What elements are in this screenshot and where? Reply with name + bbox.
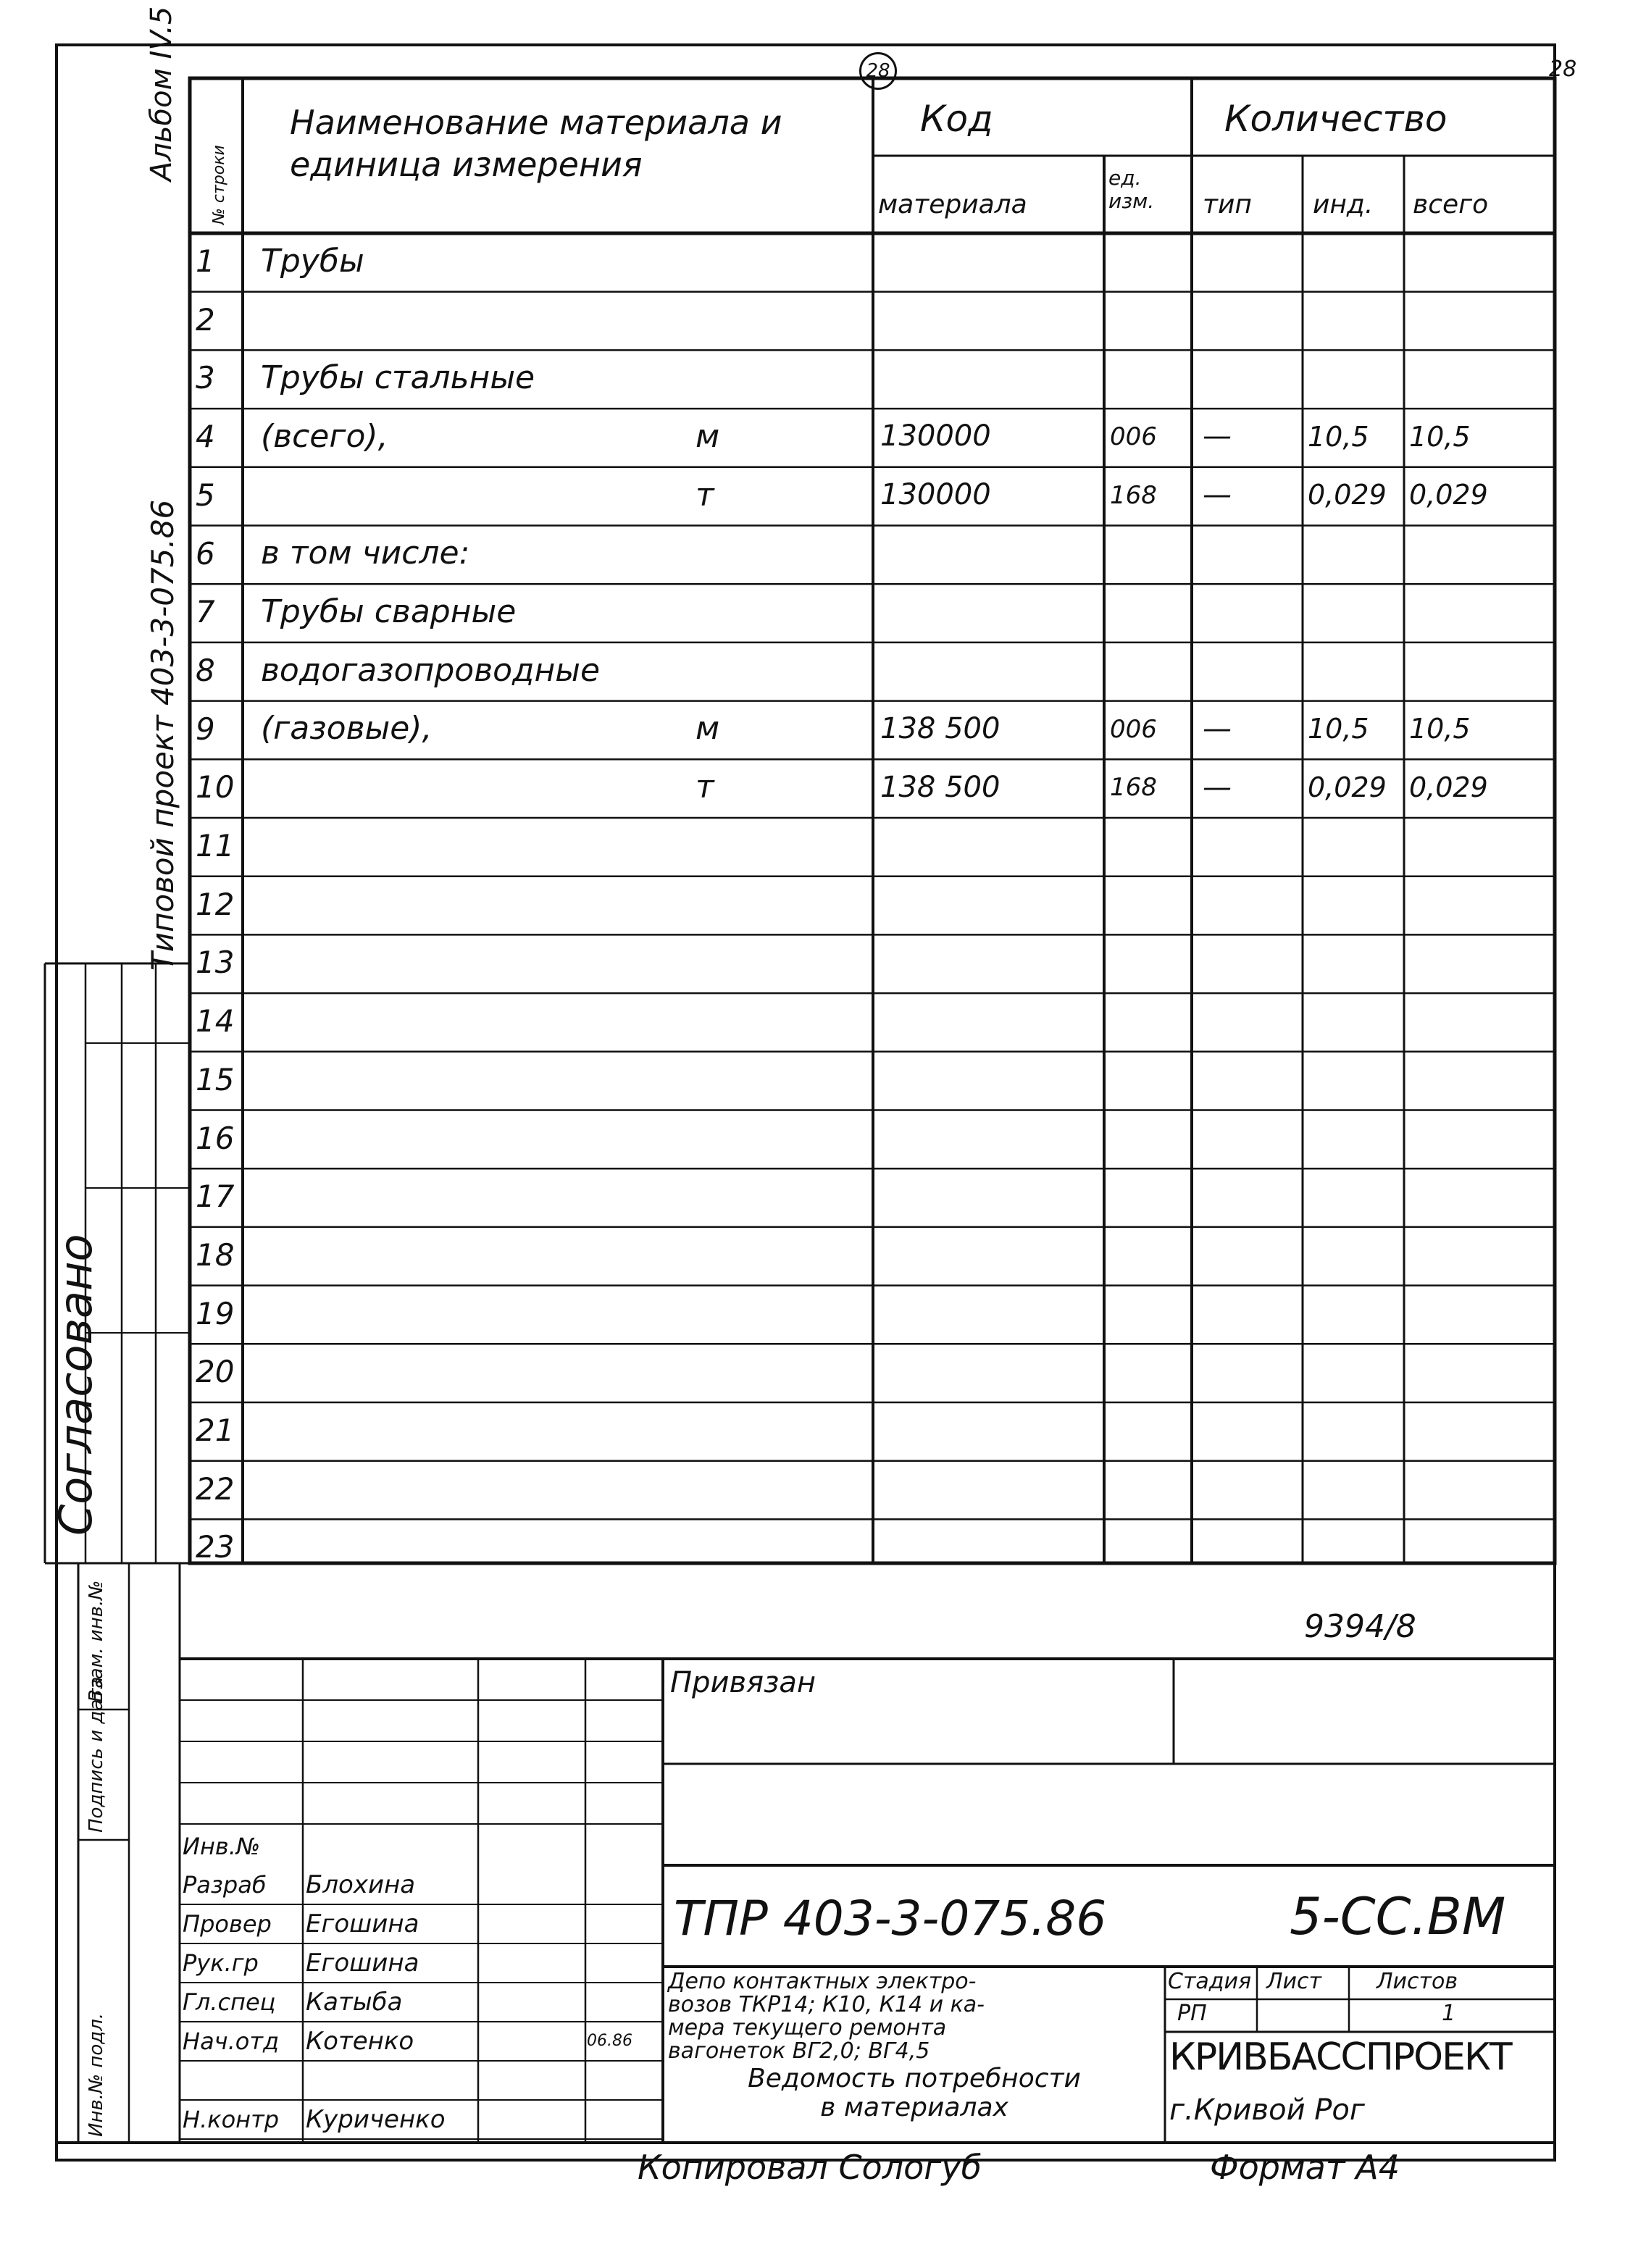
cell-type: —	[1203, 419, 1232, 453]
cell-code-unit: 168	[1110, 480, 1157, 510]
table-row	[0, 643, 1625, 701]
staff-name: Егошина	[306, 1909, 419, 1938]
cell-unit: т	[695, 476, 714, 514]
org-city: г.Кривой Рог	[1169, 2093, 1365, 2127]
cell-type: —	[1203, 478, 1232, 512]
cell-ind: 0,029	[1308, 771, 1387, 803]
cell-no: 7	[196, 594, 215, 630]
table-row	[0, 1168, 1625, 1227]
stamp-side-inv: Инв.№ подл.	[85, 2012, 107, 2137]
project-label: Типовой проект 403-3-075.86	[145, 499, 180, 971]
table-row	[0, 701, 1625, 760]
cell-name: Трубы сварные	[261, 593, 517, 631]
table-row	[0, 1227, 1625, 1286]
cell-no: 14	[196, 1003, 235, 1039]
page-corner-mark: 28	[1549, 57, 1577, 82]
cell-no: 6	[196, 535, 215, 572]
doc-code: ТПР 403-3-075.86	[674, 1891, 1107, 1946]
cell-total: 10,5	[1409, 713, 1471, 745]
table-row	[0, 409, 1625, 467]
cell-name: водогазопроводные	[261, 651, 601, 689]
header-row-no: № строки	[210, 145, 228, 225]
cell-no: 13	[196, 945, 235, 981]
staff-name: Егошина	[306, 1948, 419, 1978]
stamp-side-sign: Подпись и дата	[85, 1676, 107, 1833]
staff-role: Гл.спец	[183, 1988, 276, 2016]
table-row	[0, 1052, 1625, 1110]
sheet-title: Ведомость потребности в материалах	[748, 2064, 1081, 2122]
album-label: Альбом IV.5	[145, 6, 178, 181]
table-row	[0, 818, 1625, 876]
doc-mark: 5-СС.ВМ	[1290, 1887, 1506, 1946]
cell-ind: 0,029	[1308, 479, 1387, 511]
table-row	[0, 759, 1625, 818]
cell-name: в том числе:	[261, 535, 470, 572]
header-code: Код	[920, 98, 993, 140]
staff-role: Провер	[183, 1909, 272, 1938]
org-name: КРИВБАССПРОЕКТ	[1169, 2035, 1511, 2079]
cell-code: 130000	[880, 478, 991, 512]
cell-no: 21	[196, 1413, 235, 1449]
cell-no: 22	[196, 1470, 235, 1507]
attached-label: Привязан	[670, 1666, 816, 1699]
cell-name: (газовые),	[261, 710, 433, 748]
object-description: Депо контактных электро- возов ТКР14; К10, К14 и ка- мера текущего ремонта вагонеток ВГ2,0; ВГ4,5	[668, 1969, 985, 2064]
cell-code-unit: 006	[1110, 714, 1157, 744]
table-row	[0, 1461, 1625, 1520]
table-row	[0, 993, 1625, 1052]
cell-no: 1	[196, 243, 215, 280]
staff-name: Катыба	[306, 1987, 403, 2017]
header-qty-total: всего	[1413, 190, 1489, 219]
table-row	[0, 350, 1625, 409]
inv-label: Инв.№	[183, 1833, 261, 1860]
table-row	[0, 526, 1625, 585]
table-row	[0, 292, 1625, 351]
cell-code: 138 500	[880, 711, 1001, 745]
staff-name: Куриченко	[306, 2104, 446, 2134]
header-qty-ind: инд.	[1313, 190, 1374, 219]
cell-type: —	[1203, 770, 1232, 804]
cell-no: 18	[196, 1236, 235, 1273]
cell-ind: 10,5	[1308, 713, 1369, 745]
header-name: Наименование материала и единица измерения	[290, 103, 782, 184]
header-quantity: Количество	[1224, 98, 1448, 140]
cell-no: 11	[196, 828, 235, 864]
table-row	[0, 1519, 1625, 1578]
header-qty-type: тип	[1203, 190, 1252, 219]
stage-value: РП	[1177, 2001, 1207, 2026]
sheet-label: Лист	[1266, 1969, 1322, 1994]
staff-date: 06.86	[587, 2031, 632, 2050]
cell-code: 138 500	[880, 770, 1001, 804]
cell-code-unit: 006	[1110, 422, 1157, 452]
approved-label: Согласовано	[49, 1234, 102, 1536]
table-row	[0, 1286, 1625, 1344]
stage-label: Стадия	[1168, 1969, 1252, 1994]
cell-no: 23	[196, 1529, 235, 1565]
table-row	[0, 934, 1625, 993]
table-row	[0, 876, 1625, 935]
cell-no: 8	[196, 652, 215, 688]
table-row	[0, 584, 1625, 643]
staff-role: Разраб	[183, 1870, 267, 1899]
cell-unit: м	[695, 417, 720, 455]
stamp-side-replace: Взам. инв.№	[85, 1580, 107, 1702]
table-row	[0, 233, 1625, 292]
cell-name: Трубы стальные	[261, 359, 535, 397]
cell-total: 0,029	[1409, 479, 1488, 511]
cell-no: 20	[196, 1354, 235, 1390]
staff-name: Блохина	[306, 1870, 416, 1899]
sheets-label: Листов	[1377, 1969, 1458, 1994]
table-row	[0, 1344, 1625, 1402]
staff-role: Рук.гр	[183, 1949, 259, 1977]
staff-role: Н.контр	[183, 2105, 280, 2133]
header-code-unit: ед. изм.	[1108, 166, 1155, 213]
cell-no: 10	[196, 769, 235, 805]
cell-no: 3	[196, 360, 215, 396]
ref-number: 9394/8	[1304, 1608, 1416, 1645]
cell-no: 12	[196, 886, 235, 922]
sheets-value: 1	[1442, 2001, 1456, 2026]
cell-no: 2	[196, 301, 215, 338]
staff-role: Нач.отд	[183, 2027, 280, 2055]
cell-no: 16	[196, 1120, 235, 1156]
cell-no: 17	[196, 1179, 235, 1215]
staff-name: Котенко	[306, 2026, 414, 2056]
table-row	[0, 467, 1625, 526]
cell-no: 9	[196, 711, 215, 747]
table-row	[0, 1110, 1625, 1169]
cell-no: 4	[196, 419, 215, 455]
cell-name: Трубы	[261, 242, 364, 280]
cell-code: 130000	[880, 419, 991, 453]
header-code-material: материала	[878, 190, 1027, 219]
format-label: Формат А4	[1210, 2148, 1400, 2187]
cell-total: 0,029	[1409, 771, 1488, 803]
cell-no: 19	[196, 1295, 235, 1331]
cell-no: 5	[196, 477, 215, 513]
copied-by: Копировал Сологуб	[638, 2148, 982, 2187]
page-circle-mark: 28	[859, 52, 897, 90]
table-row	[0, 1402, 1625, 1461]
cell-total: 10,5	[1409, 420, 1471, 453]
cell-code-unit: 168	[1110, 773, 1157, 803]
cell-unit: м	[695, 710, 720, 748]
cell-no: 15	[196, 1061, 235, 1097]
cell-name: (всего),	[261, 417, 388, 455]
cell-type: —	[1203, 711, 1232, 745]
cell-unit: т	[695, 769, 714, 806]
cell-ind: 10,5	[1308, 420, 1369, 453]
